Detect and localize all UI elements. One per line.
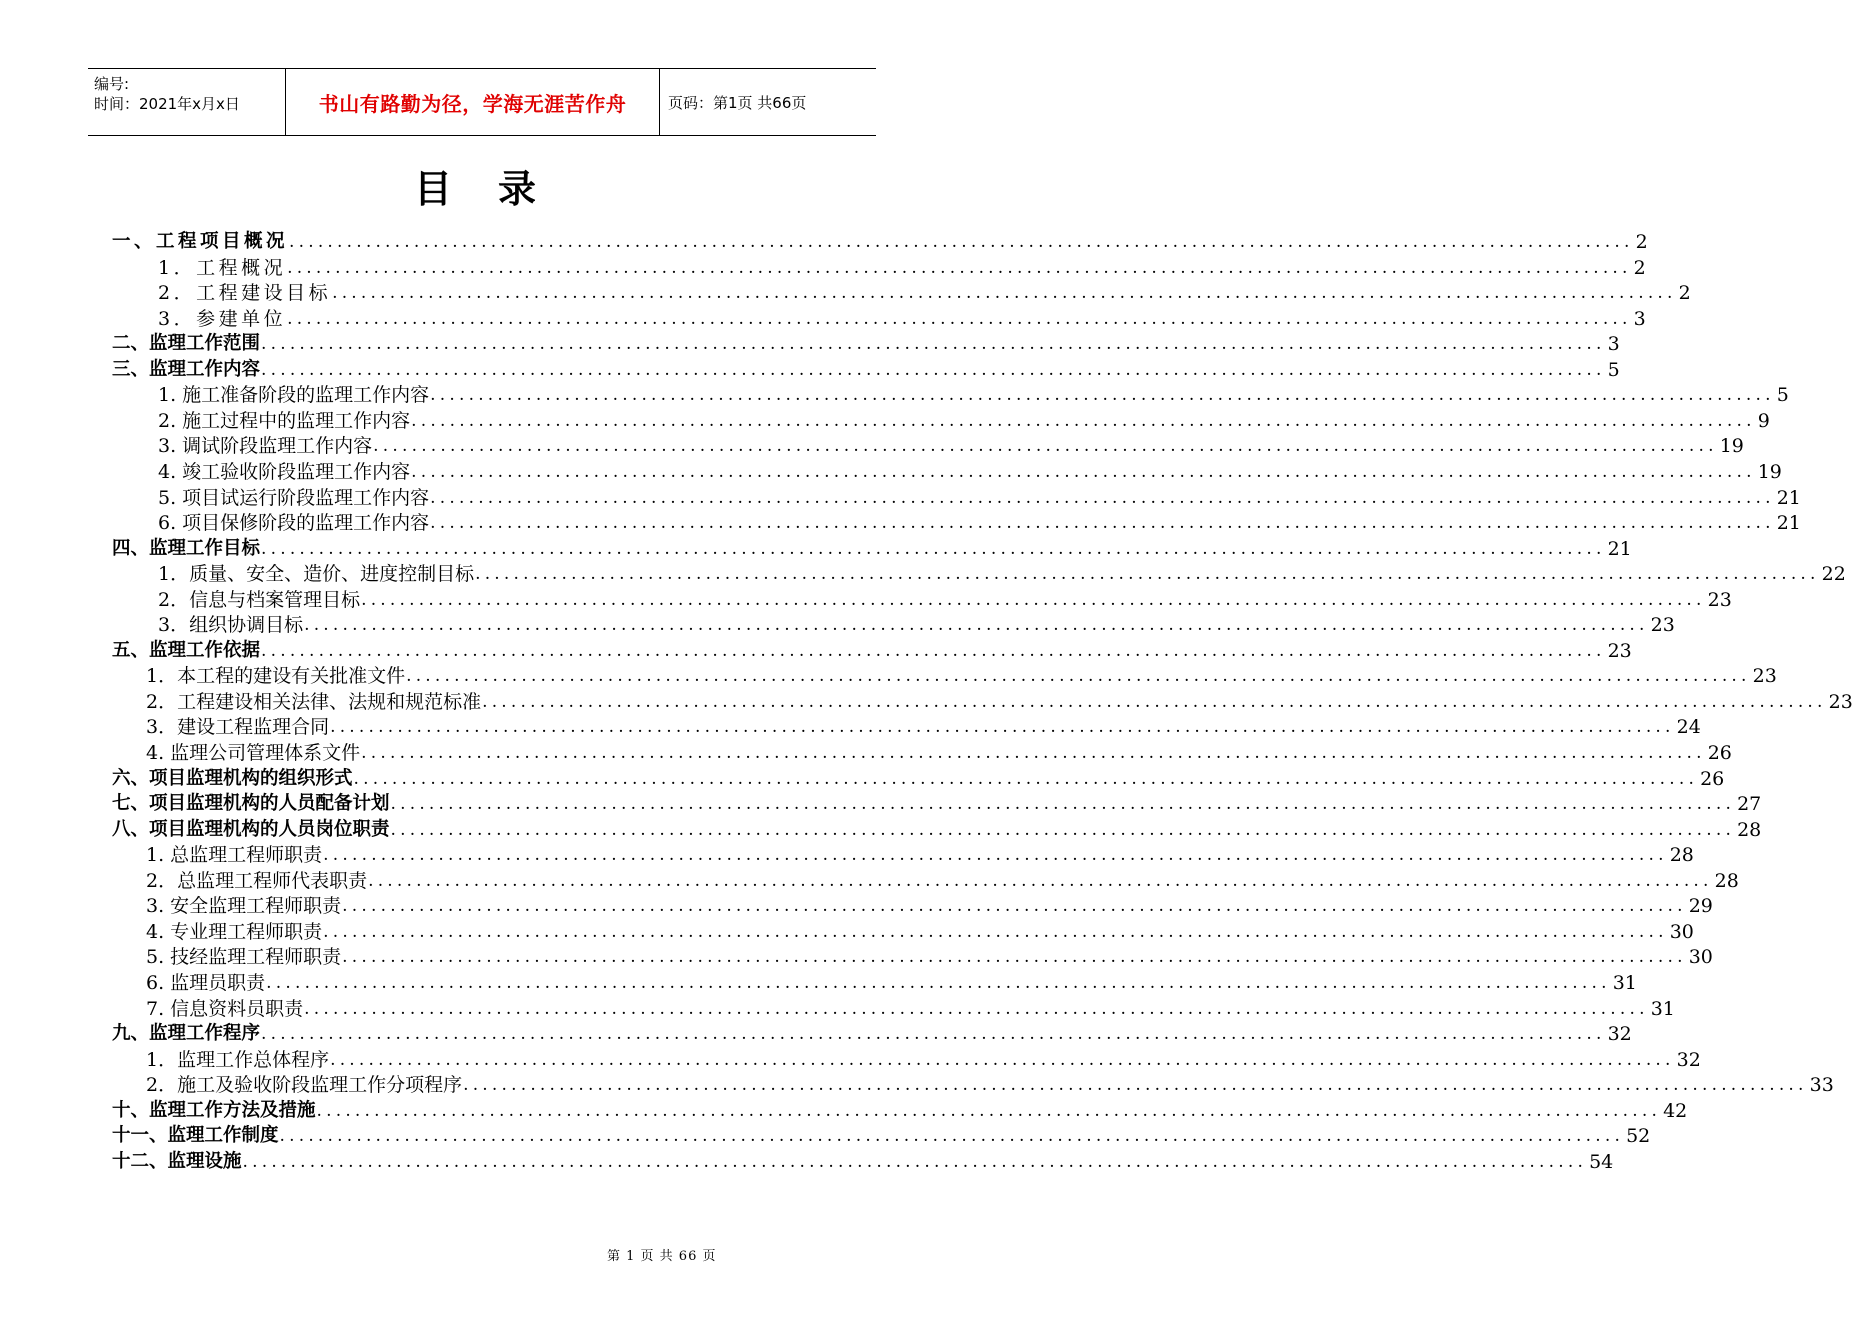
toc-entry-label: 6. 项目保修阶段的监理工作内容 bbox=[158, 512, 430, 535]
toc-entry-label: 3．建设工程监理合同 bbox=[146, 716, 330, 739]
toc-entry[interactable] bbox=[112, 1099, 1688, 1123]
toc-leader-dots: ............................................................................................................................................ bbox=[304, 615, 1649, 636]
toc-entry-page: 42 bbox=[1663, 1099, 1688, 1122]
toc-entry-label: 4. 监理公司管理体系文件 bbox=[146, 742, 361, 764]
toc-entry-label: 4. 专业理工程师职责 bbox=[146, 920, 323, 943]
toc-leader-dots: ............................................................................................................................................ bbox=[390, 794, 1736, 815]
toc-leader-dots: ............................................................................................................................................ bbox=[332, 283, 1677, 304]
toc-entry[interactable] bbox=[112, 332, 1620, 356]
toc-entry-page: 27 bbox=[1737, 793, 1762, 816]
toc-leader-dots: ............................................................................................................................................ bbox=[266, 972, 1611, 993]
toc-entry-page: 2 bbox=[1635, 231, 1648, 253]
page-title: 目录 bbox=[413, 167, 582, 211]
toc-entry-label: 1. 施工准备阶段的监理工作内容 bbox=[158, 384, 430, 407]
toc-entry[interactable] bbox=[158, 281, 1691, 305]
toc-entry-label: 九、监理工作程序 bbox=[112, 1023, 261, 1045]
toc-entry[interactable] bbox=[112, 818, 1762, 842]
toc-entry[interactable] bbox=[158, 511, 1801, 535]
toc-entry-page: 24 bbox=[1676, 716, 1701, 739]
toc-entry-page: 32 bbox=[1607, 1023, 1632, 1046]
toc-entry[interactable] bbox=[112, 358, 1620, 382]
toc-entry[interactable] bbox=[158, 434, 1744, 458]
toc-entry-label: 4. 竣工验收阶段监理工作内容 bbox=[158, 460, 411, 483]
toc-entry-label: 1．质量、安全、造价、进度控制目标 bbox=[158, 563, 475, 586]
toc-leader-dots: ............................................................................................................................................ bbox=[342, 947, 1687, 968]
toc-entry-page: 19 bbox=[1719, 435, 1744, 458]
toc-entry[interactable] bbox=[146, 869, 1739, 893]
toc-entry-page: 22 bbox=[1821, 563, 1846, 586]
toc-leader-dots: ............................................................................................................................................ bbox=[261, 640, 1606, 661]
toc-entry-page: 28 bbox=[1669, 844, 1694, 867]
toc-entry[interactable] bbox=[112, 537, 1632, 561]
toc-entry[interactable] bbox=[158, 409, 1770, 433]
toc-leader-dots: ............................................................................................................................................ bbox=[482, 691, 1827, 712]
toc-leader-dots: ............................................................................................................................................ bbox=[368, 870, 1713, 891]
toc-leader-dots: ............................................................................................................................................ bbox=[304, 998, 1649, 1019]
toc-entry[interactable] bbox=[146, 1073, 1834, 1097]
toc-leader-dots: ............................................................................................................................................ bbox=[390, 819, 1736, 840]
toc-entry-page: 32 bbox=[1676, 1048, 1701, 1071]
toc-leader-dots: ............................................................................................................................................ bbox=[330, 1049, 1675, 1070]
header-page-info: 页码：第1页 共66页 bbox=[668, 93, 807, 112]
toc-leader-dots: ............................................................................................................................................ bbox=[430, 513, 1775, 534]
toc-entry[interactable] bbox=[146, 664, 1777, 688]
toc-leader-dots: ............................................................................................................................................ bbox=[316, 1100, 1662, 1121]
toc-entry-label: 7. 信息资料员职责 bbox=[146, 997, 304, 1020]
toc-entry[interactable] bbox=[146, 1048, 1701, 1072]
toc-entry-label: 1. 总监理工程师职责 bbox=[146, 844, 323, 867]
toc-entry-page: 2 bbox=[1633, 256, 1646, 279]
toc-entry-label: 3. 安全监理工程师职责 bbox=[146, 895, 342, 918]
toc-entry-label: 三、监理工作内容 bbox=[112, 358, 261, 380]
toc-entry-label: 五、监理工作依据 bbox=[112, 639, 261, 661]
toc-entry-page: 23 bbox=[1752, 665, 1777, 688]
toc-leader-dots: ............................................................................................................................................ bbox=[353, 768, 1699, 789]
toc-entry-page: 30 bbox=[1688, 946, 1713, 969]
toc-entry-page: 21 bbox=[1607, 537, 1632, 560]
toc-entry[interactable] bbox=[112, 639, 1632, 663]
toc-leader-dots: ............................................................................................................................................ bbox=[430, 385, 1775, 406]
toc-entry-page: 21 bbox=[1776, 512, 1801, 535]
toc-entry-page: 2 bbox=[1678, 282, 1691, 305]
toc-entry-page: 5 bbox=[1607, 358, 1620, 381]
toc-leader-dots: ............................................................................................................................................ bbox=[411, 461, 1756, 482]
toc-entry-label: 5. 项目试运行阶段监理工作内容 bbox=[158, 486, 430, 509]
toc-entry-page: 26 bbox=[1707, 742, 1732, 764]
toc-leader-dots: ............................................................................................................................................ bbox=[475, 564, 1820, 585]
toc-entry-page: 28 bbox=[1737, 818, 1762, 841]
toc-leader-dots: ............................................................................................................................................ bbox=[342, 896, 1687, 917]
toc-entry-page: 3 bbox=[1633, 307, 1646, 330]
toc-entry-label: 四、监理工作目标 bbox=[112, 537, 261, 559]
toc-entry[interactable] bbox=[146, 920, 1694, 944]
document-number-label: 编号: bbox=[94, 75, 130, 93]
toc-leader-dots: ............................................................................................................................................ bbox=[323, 921, 1668, 942]
toc-entry-label: 3．组织协调目标 bbox=[158, 614, 304, 637]
toc-entry[interactable] bbox=[158, 486, 1801, 510]
toc-entry-page: 21 bbox=[1776, 486, 1801, 509]
toc-entry[interactable] bbox=[158, 588, 1732, 612]
toc-entry[interactable] bbox=[158, 613, 1675, 637]
toc-entry-page: 23 bbox=[1607, 639, 1632, 662]
toc-leader-dots: ............................................................................................................................................ bbox=[279, 1126, 1625, 1147]
toc-entry-page: 29 bbox=[1688, 895, 1713, 918]
toc-entry-label: 3．参建单位 bbox=[158, 307, 287, 330]
toc-entry-page: 9 bbox=[1757, 409, 1770, 432]
toc-entry[interactable] bbox=[112, 230, 1648, 254]
toc-entry-page: 5 bbox=[1776, 384, 1789, 407]
toc-entry-label: 2．施工及验收阶段监理工作分项程序 bbox=[146, 1074, 463, 1097]
toc-entry[interactable] bbox=[146, 843, 1694, 867]
toc-entry-label: 二、监理工作范围 bbox=[112, 333, 261, 355]
toc-leader-dots: ............................................................................................................................................ bbox=[430, 487, 1775, 508]
toc-entry-label: 十二、监理设施 bbox=[112, 1150, 242, 1172]
toc-entry-page: 33 bbox=[1809, 1074, 1834, 1097]
toc-entry-page: 23 bbox=[1828, 690, 1853, 713]
toc-leader-dots: ............................................................................................................................................ bbox=[323, 845, 1668, 866]
toc-entry-label: 2．总监理工程师代表职责 bbox=[146, 869, 368, 892]
toc-entry-page: 23 bbox=[1707, 588, 1732, 611]
toc-leader-dots: ............................................................................................................................................ bbox=[242, 1151, 1588, 1172]
toc-entry[interactable] bbox=[112, 792, 1762, 816]
toc-leader-dots: ............................................................................................................................................ bbox=[406, 666, 1751, 687]
toc-leader-dots: ............................................................................................................................................ bbox=[330, 717, 1675, 738]
toc-entry-label: 2. 施工过程中的监理工作内容 bbox=[158, 409, 411, 432]
toc-leader-dots: ............................................................................................................................................ bbox=[287, 257, 1632, 278]
toc-entry-label: 2．信息与档案管理目标 bbox=[158, 588, 361, 611]
toc-entry[interactable] bbox=[112, 1150, 1614, 1174]
toc-leader-dots: ............................................................................................................................................ bbox=[411, 410, 1756, 431]
toc-entry[interactable] bbox=[146, 945, 1713, 969]
document-header bbox=[88, 68, 876, 136]
toc-entry-label: 七、项目监理机构的人员配备计划 bbox=[112, 793, 390, 815]
toc-leader-dots: ............................................................................................................................................ bbox=[287, 308, 1632, 329]
toc-leader-dots: ............................................................................................................................................ bbox=[261, 1024, 1606, 1045]
toc-leader-dots: ............................................................................................................................................ bbox=[261, 334, 1606, 355]
toc-leader-dots: ............................................................................................................................................ bbox=[361, 743, 1706, 763]
toc-leader-dots: ............................................................................................................................................ bbox=[373, 436, 1718, 457]
toc-entry-page: 26 bbox=[1700, 767, 1725, 790]
toc-entry-page: 28 bbox=[1714, 869, 1739, 892]
toc-entry[interactable] bbox=[112, 1022, 1632, 1046]
toc-entry-page: 31 bbox=[1612, 971, 1637, 994]
footer-page-number: 第 1 页 共 66 页 bbox=[607, 1249, 717, 1264]
toc-entry-page: 52 bbox=[1626, 1125, 1651, 1148]
toc-entry[interactable] bbox=[146, 741, 1732, 765]
toc-entry[interactable] bbox=[146, 894, 1713, 918]
header-motto: 书山有路勤为径，学海无涯苦作舟 bbox=[286, 69, 660, 135]
toc-entry-page: 31 bbox=[1650, 997, 1675, 1020]
toc-entry-label: 2．工程建设相关法律、法规和规范标准 bbox=[146, 690, 482, 713]
document-time-label: 时间：2021年x月x日 bbox=[94, 95, 240, 113]
toc-entry[interactable] bbox=[146, 971, 1637, 995]
toc-entry-label: 十一、监理工作制度 bbox=[112, 1125, 279, 1147]
toc-entry-page: 3 bbox=[1607, 333, 1620, 356]
toc-leader-dots: ............................................................................................................................................ bbox=[463, 1075, 1808, 1096]
toc-entry[interactable] bbox=[146, 715, 1701, 739]
toc-entry-label: 1．工程概况 bbox=[158, 256, 287, 279]
toc-entry-page: 23 bbox=[1650, 614, 1675, 637]
header-meta-cell bbox=[88, 69, 286, 135]
toc-entry-label: 6. 监理员职责 bbox=[146, 971, 266, 994]
toc-entry-label: 1．本工程的建设有关批准文件 bbox=[146, 665, 406, 688]
toc-entry[interactable] bbox=[112, 767, 1725, 791]
toc-leader-dots: ............................................................................................................................................ bbox=[261, 538, 1606, 559]
toc-entry-label: 六、项目监理机构的组织形式 bbox=[112, 767, 353, 789]
toc-entry-label: 一、工程项目概况 bbox=[112, 231, 289, 252]
toc-entry-label: 1．监理工作总体程序 bbox=[146, 1048, 330, 1071]
toc-leader-dots: ............................................................................................................................................ bbox=[261, 359, 1606, 380]
toc-entry-label: 2．工程建设目标 bbox=[158, 282, 332, 305]
toc-entry-label: 5. 技经监理工程师职责 bbox=[146, 946, 342, 969]
toc-entry[interactable] bbox=[158, 460, 1782, 484]
toc-entry[interactable] bbox=[158, 562, 1846, 586]
toc-entry[interactable] bbox=[146, 997, 1675, 1021]
toc-entry-label: 八、项目监理机构的人员岗位职责 bbox=[112, 818, 390, 840]
toc-entry-label: 3. 调试阶段监理工作内容 bbox=[158, 435, 373, 458]
toc-entry-page: 30 bbox=[1669, 920, 1694, 943]
toc-entry[interactable] bbox=[146, 690, 1853, 714]
toc-entry[interactable] bbox=[158, 307, 1646, 331]
toc-entry[interactable] bbox=[112, 1124, 1651, 1148]
toc-entry[interactable] bbox=[158, 256, 1646, 280]
toc-leader-dots: ............................................................................................................................................ bbox=[289, 232, 1634, 252]
toc-entry-label: 十、监理工作方法及措施 bbox=[112, 1099, 316, 1121]
toc-leader-dots: ............................................................................................................................................ bbox=[361, 589, 1706, 610]
toc-entry-page: 54 bbox=[1589, 1150, 1614, 1173]
toc-entry[interactable] bbox=[158, 383, 1789, 407]
toc-entry-page: 19 bbox=[1757, 460, 1782, 483]
